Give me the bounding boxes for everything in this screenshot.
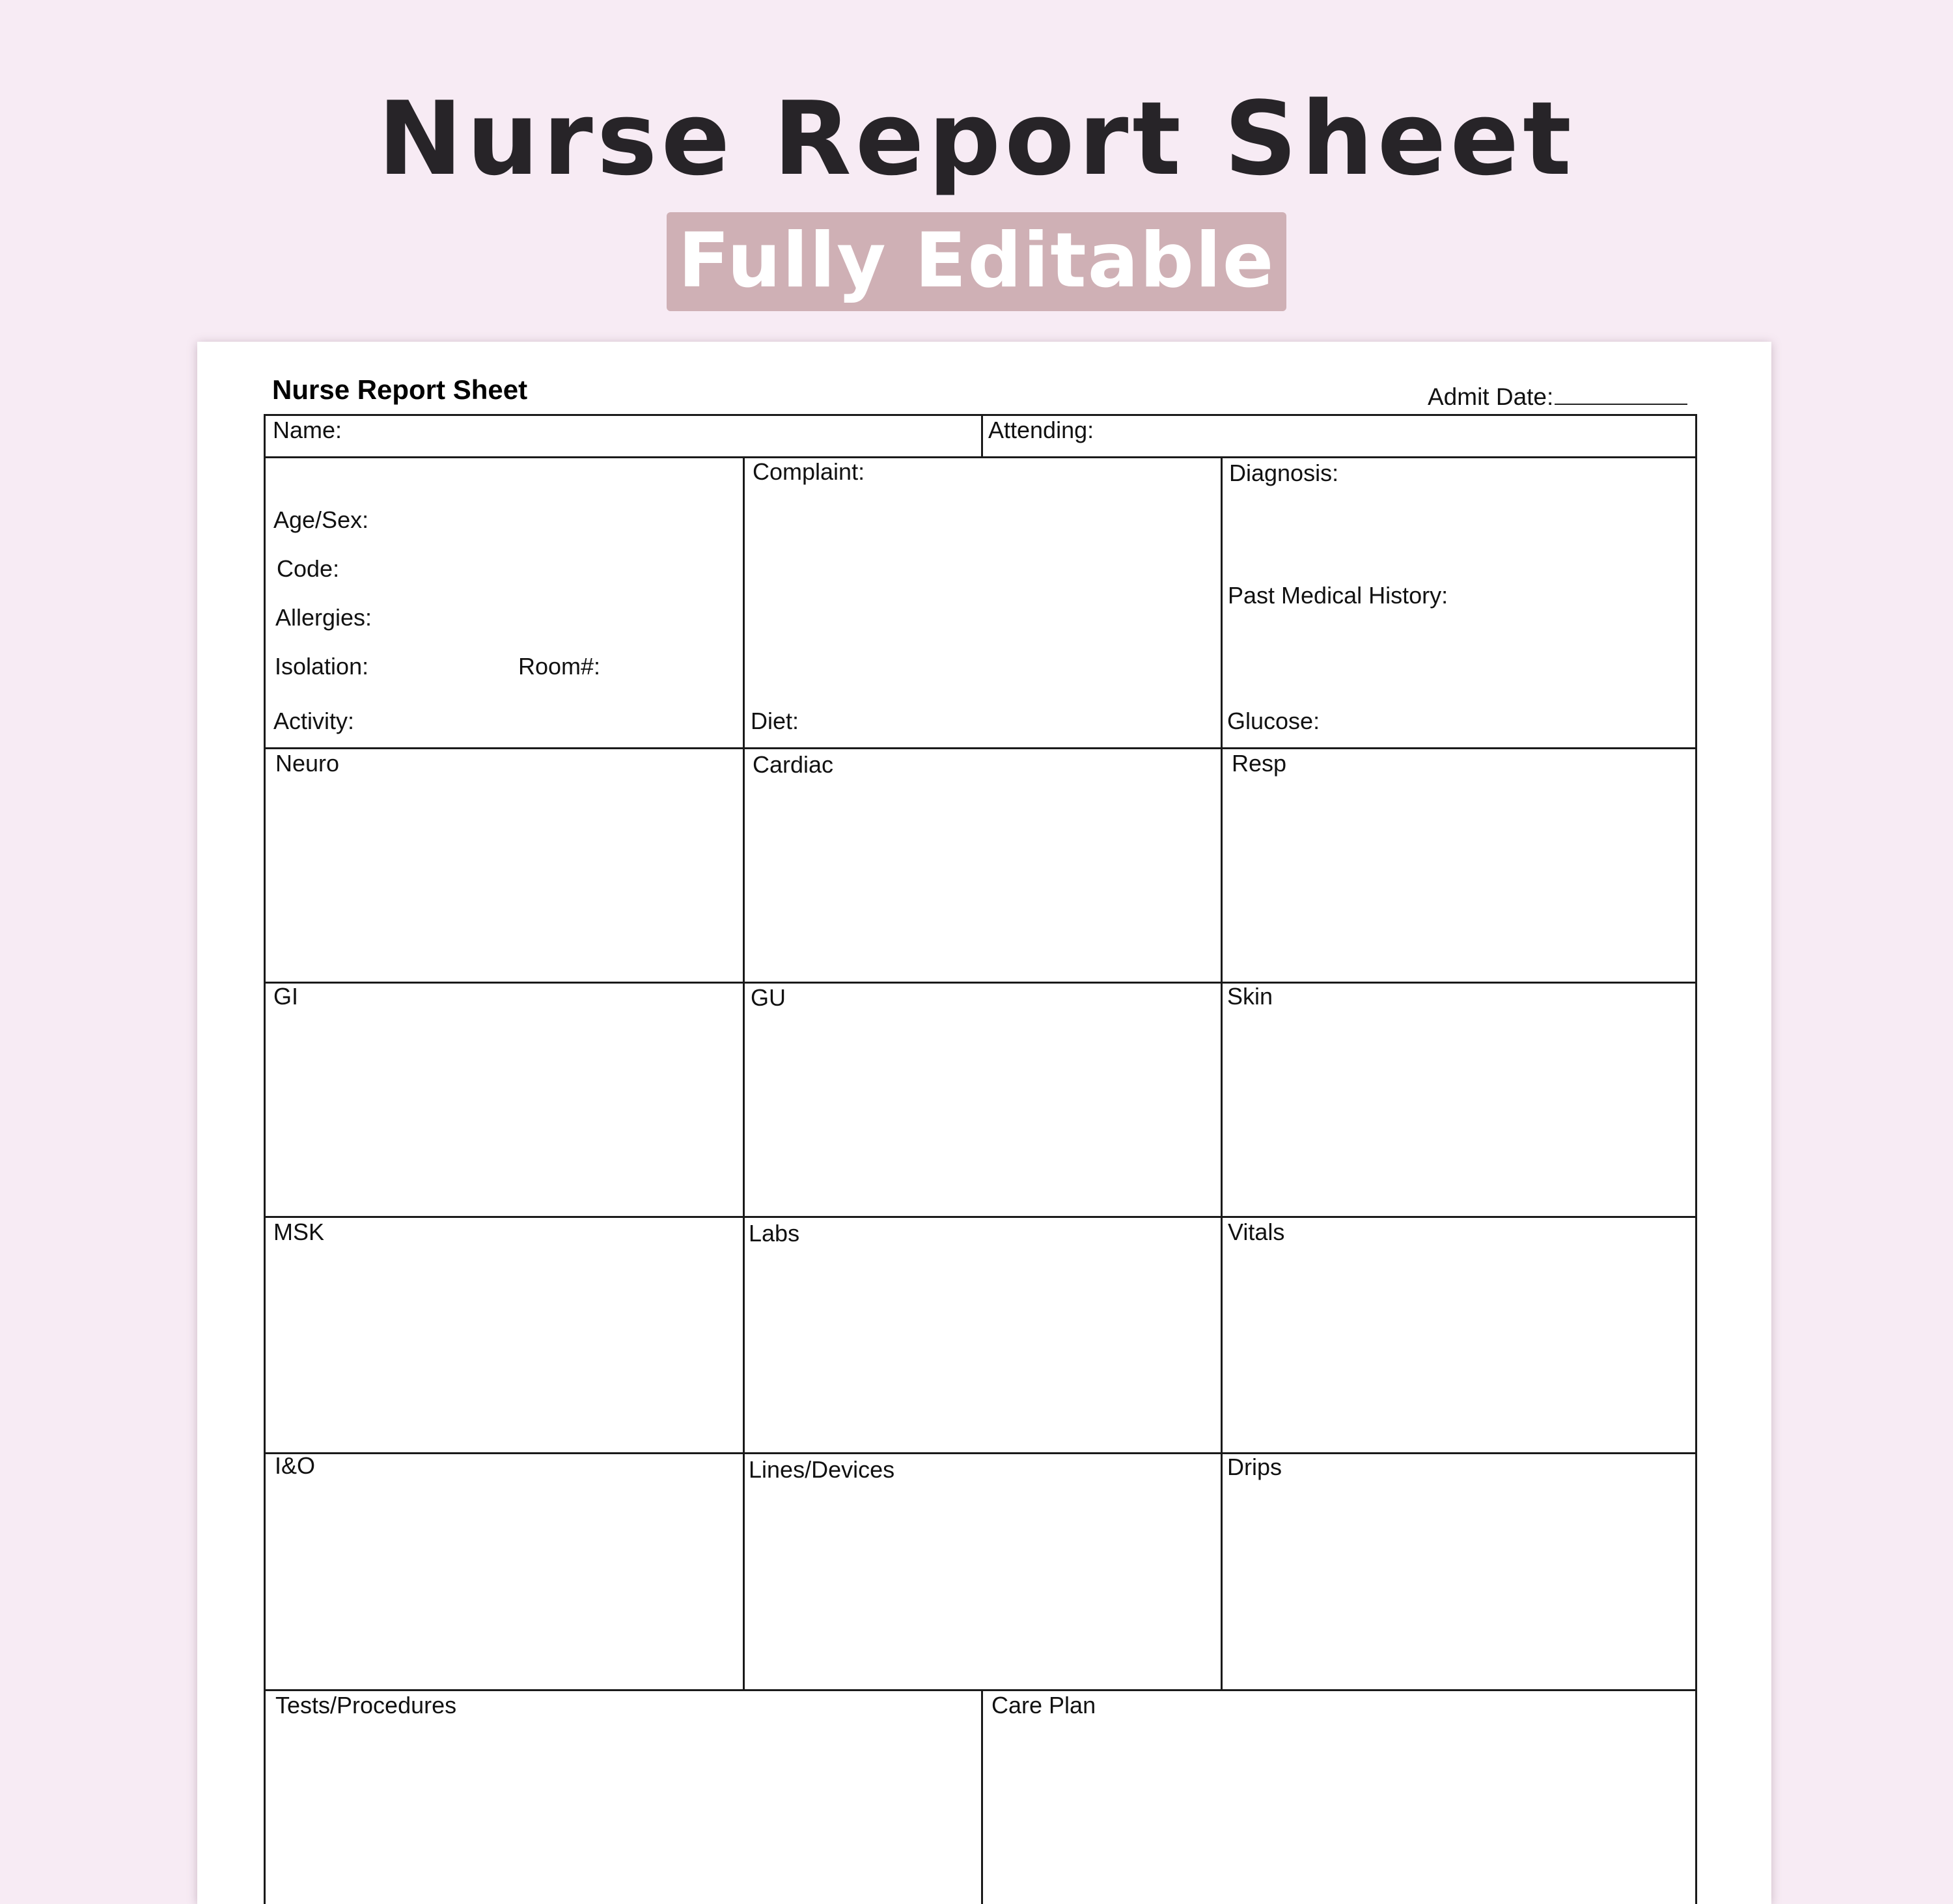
skin-section[interactable]: Skin [1227,983,1273,1010]
admit-date-label: Admit Date: [1428,383,1554,410]
grid-line [264,414,266,1904]
drips-section[interactable]: Drips [1227,1454,1282,1480]
glucose-field[interactable]: Glucose: [1227,708,1320,734]
diagnosis-field[interactable]: Diagnosis: [1229,460,1339,486]
i-and-o-section[interactable]: I&O [275,1452,316,1479]
attending-field[interactable]: Attending: [988,417,1094,443]
lines-devices-section[interactable]: Lines/Devices [749,1456,895,1483]
vitals-section[interactable]: Vitals [1228,1219,1285,1245]
neuro-section[interactable]: Neuro [275,750,340,777]
grid-line [264,456,1697,458]
grid-line [981,414,983,458]
fully-editable-badge: Fully Editable [667,212,1287,311]
tests-procedures-section[interactable]: Tests/Procedures [275,1692,457,1718]
badge-wrap [0,212,1953,311]
report-sheet [197,342,1771,1904]
allergies-field[interactable]: Allergies: [275,604,372,631]
care-plan-section[interactable]: Care Plan [991,1692,1096,1718]
grid-line [743,456,745,1690]
grid-line [264,414,1697,416]
grid-line [1221,456,1223,1690]
grid-line [264,982,1697,984]
code-field[interactable]: Code: [277,555,340,582]
past-medical-history-field[interactable]: Past Medical History: [1228,582,1448,609]
gu-section[interactable]: GU [751,984,786,1011]
room-field[interactable]: Room#: [518,653,601,680]
sheet-title: Nurse Report Sheet [272,374,528,405]
msk-section[interactable]: MSK [273,1219,325,1245]
activity-field[interactable]: Activity: [273,708,355,734]
resp-section[interactable]: Resp [1232,750,1287,777]
name-field[interactable]: Name: [273,417,342,443]
cardiac-section[interactable]: Cardiac [753,751,834,778]
form-grid [197,342,1771,1904]
grid-line [264,1689,1697,1691]
grid-line [1695,414,1697,1904]
grid-line [981,1689,983,1904]
gi-section[interactable]: GI [273,983,299,1010]
isolation-field[interactable]: Isolation: [275,653,369,680]
grid-line [264,747,1697,749]
labs-section[interactable]: Labs [749,1220,800,1247]
grid-line [264,1216,1697,1218]
banner-title: Nurse Report Sheet [378,79,1575,198]
age-sex-field[interactable]: Age/Sex: [273,506,369,533]
grid-line [264,1452,1697,1454]
diet-field[interactable]: Diet: [751,708,799,734]
complaint-field[interactable]: Complaint: [753,458,865,485]
